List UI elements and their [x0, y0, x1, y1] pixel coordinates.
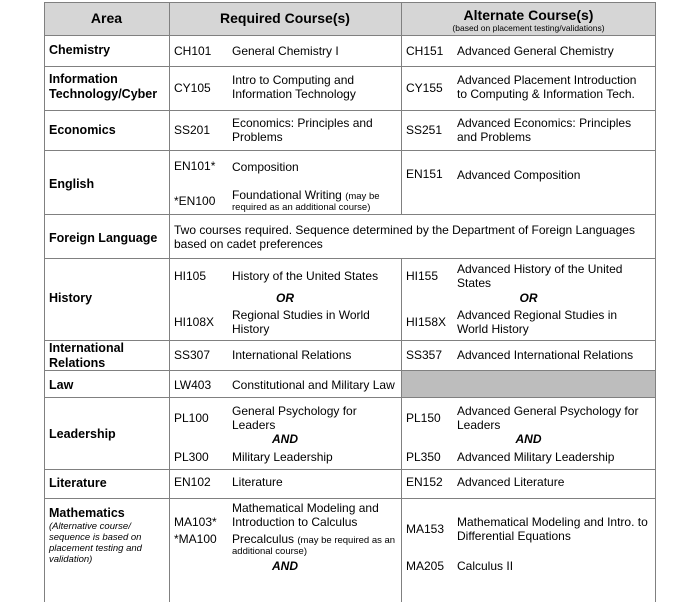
course-title: Advanced International Relations — [457, 348, 634, 362]
course-title: Advanced Placement Introduction — [457, 73, 637, 87]
or-label: OR — [519, 291, 538, 305]
course-code: PL150 — [406, 411, 441, 425]
area-it-line2: Technology/Cyber — [49, 87, 158, 101]
course-title: Advanced General Chemistry — [457, 44, 614, 58]
course-title: History — [232, 322, 270, 336]
course-code: PL350 — [406, 450, 441, 464]
course-code: SS357 — [406, 348, 443, 362]
course-title-text: Foundational Writing — [232, 188, 342, 202]
course-title: Mathematical Modeling and — [232, 501, 379, 515]
course-title: Intro to Computing and — [232, 73, 355, 87]
foreign-language-text: Two courses required. Sequence determined by the Department of Foreign Languages — [174, 223, 635, 237]
course-title: History of the United States — [232, 269, 379, 283]
course-code: EN152 — [406, 475, 443, 489]
course-title: Information Technology — [232, 87, 356, 101]
mathematics-note: (Alternative course/ — [49, 521, 131, 532]
course-code: EN151 — [406, 167, 443, 181]
header-required: Required Course(s) — [220, 10, 350, 26]
course-code: LW403 — [174, 378, 212, 392]
course-table — [44, 2, 656, 602]
course-title: Leaders — [457, 418, 501, 432]
course-title: Advanced Military Leadership — [457, 450, 615, 464]
course-code: SS251 — [406, 123, 443, 137]
course-code: PL100 — [174, 411, 209, 425]
border-literature — [44, 498, 656, 499]
course-code: MA103* — [174, 515, 217, 529]
course-title: Advanced General Psychology for — [457, 404, 639, 418]
area-economics: Economics — [49, 123, 116, 137]
course-title: to Computing & Information Tech. — [457, 87, 635, 101]
course-code: CH101 — [174, 44, 212, 58]
course-code: MA153 — [406, 522, 445, 536]
course-note: additional course) — [232, 546, 307, 557]
course-code: EN101* — [174, 159, 216, 173]
course-title: Advanced Economics: Principles — [457, 116, 632, 130]
course-code: *MA100 — [174, 532, 217, 546]
course-title: International Relations — [232, 348, 352, 362]
course-title: Regional Studies in World — [232, 308, 370, 322]
header-alternate-note: (based on placement testing/validations) — [452, 23, 605, 33]
course-title: Problems — [232, 130, 283, 144]
area-leadership: Leadership — [49, 427, 116, 441]
border-law — [44, 397, 656, 398]
course-title: Differential Equations — [457, 529, 571, 543]
course-code: HI158X — [406, 315, 447, 329]
course-title: Mathematical Modeling and Intro. to — [457, 515, 648, 529]
border-intl-relations — [44, 370, 656, 371]
border-foreign-language — [44, 258, 656, 259]
course-title: Military Leadership — [232, 450, 333, 464]
course-code: CY155 — [406, 81, 443, 95]
course-title: and Problems — [457, 130, 532, 144]
course-code: SS307 — [174, 348, 211, 362]
course-title: Literature — [232, 475, 283, 489]
course-title: Composition — [232, 160, 299, 174]
border-english — [44, 214, 656, 215]
course-title: General Psychology for — [232, 404, 357, 418]
course-code: HI155 — [406, 269, 439, 283]
area-law: Law — [49, 378, 74, 392]
foreign-language-text: based on cadet preferences — [174, 237, 323, 251]
mathematics-note: sequence is based on — [49, 532, 142, 543]
course-title: Economics: Principles and — [232, 116, 373, 130]
and-label: AND — [515, 432, 542, 446]
border-history — [44, 340, 656, 341]
law-alternate-empty-cell — [401, 370, 656, 397]
area-mathematics: Mathematics — [49, 506, 125, 520]
course-note: (may be — [345, 191, 380, 202]
course-code: CH151 — [406, 44, 444, 58]
and-label: AND — [272, 559, 298, 573]
border-top — [44, 2, 656, 3]
course-code: EN102 — [174, 475, 211, 489]
course-title: States — [457, 276, 492, 290]
border-chemistry — [44, 66, 656, 67]
course-title: Introduction to Calculus — [232, 515, 358, 529]
course-code: MA205 — [406, 559, 445, 573]
area-english: English — [49, 177, 95, 191]
or-label: OR — [276, 291, 294, 305]
course-code: PL300 — [174, 450, 209, 464]
area-intl-relations-line1: International — [49, 341, 125, 355]
course-code: HI108X — [174, 315, 215, 329]
course-title: Advanced Composition — [457, 168, 581, 182]
column-divider-required-alt-bottom — [401, 258, 402, 602]
mathematics-note: placement testing and — [49, 543, 142, 554]
mathematics-note: validation) — [49, 554, 93, 565]
area-foreign-language: Foreign Language — [49, 231, 158, 245]
course-code: SS201 — [174, 123, 211, 137]
area-it-line1: Information — [49, 72, 118, 86]
header-alternate: Alternate Course(s) — [463, 7, 594, 23]
course-title: Constitutional and Military Law — [232, 378, 395, 392]
course-title-text: Precalculus — [232, 532, 295, 546]
course-note: required as an additional course) — [232, 202, 371, 213]
course-code: HI105 — [174, 269, 207, 283]
area-chemistry: Chemistry — [49, 43, 111, 57]
course-code: CY105 — [174, 81, 211, 95]
border-header — [44, 35, 656, 36]
course-title: World History — [457, 322, 529, 336]
course-title: Calculus II — [457, 559, 514, 573]
course-title: General Chemistry I — [232, 44, 339, 58]
border-it — [44, 110, 656, 111]
course-code: *EN100 — [174, 194, 216, 208]
column-divider-required-alt-top — [401, 2, 402, 214]
and-label: AND — [272, 432, 298, 446]
header-area: Area — [90, 10, 123, 26]
area-intl-relations-line2: Relations — [49, 356, 106, 370]
course-title: Advanced History of the United — [457, 262, 623, 276]
area-history: History — [49, 291, 93, 305]
course-title: Advanced Literature — [457, 475, 565, 489]
table-border-left — [44, 2, 45, 602]
course-title: Leaders — [232, 418, 276, 432]
border-economics — [44, 150, 656, 151]
border-leadership — [44, 469, 656, 470]
area-literature: Literature — [49, 476, 107, 490]
course-note: (may be required as an — [297, 535, 396, 546]
course-title: Advanced Regional Studies in — [457, 308, 618, 322]
